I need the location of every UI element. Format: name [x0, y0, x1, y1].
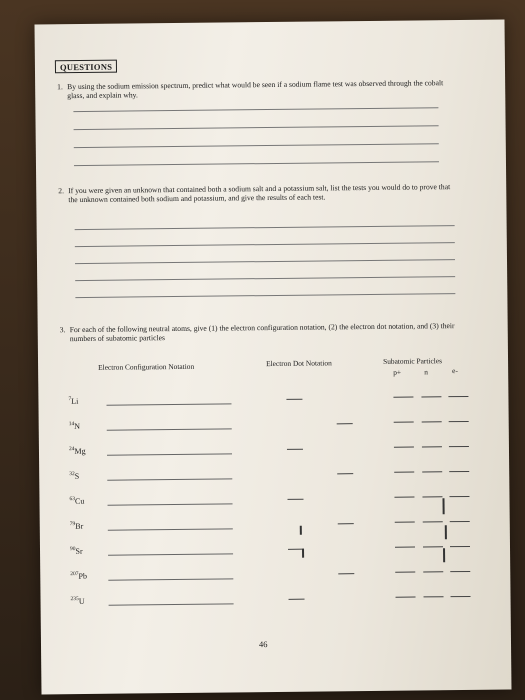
atom-symbol: Cu — [74, 496, 85, 506]
atom-symbol: S — [74, 471, 80, 481]
column-header-e: e- — [452, 366, 458, 376]
answer-line[interactable] — [75, 242, 455, 247]
neutron-blank[interactable] — [422, 446, 442, 447]
dot-notation-blank[interactable] — [289, 599, 305, 600]
neutron-blank[interactable] — [423, 571, 443, 572]
answer-line[interactable] — [73, 107, 438, 112]
atom-symbol: Li — [71, 396, 79, 406]
neutron-blank[interactable] — [422, 421, 442, 422]
atom-mass-number: 90 — [69, 546, 76, 553]
config-answer-line[interactable] — [108, 578, 233, 580]
config-answer-line[interactable] — [108, 503, 233, 505]
column-header-dot: Electron Dot Notation — [266, 358, 332, 369]
atom-symbol: Mg — [74, 446, 86, 456]
electron-blank[interactable] — [449, 446, 469, 447]
atom-label — [70, 521, 84, 531]
atom-label — [70, 596, 84, 606]
config-answer-line[interactable] — [108, 553, 233, 555]
atom-label — [69, 496, 84, 506]
proton-blank[interactable] — [395, 522, 415, 523]
electron-blank[interactable] — [450, 546, 470, 547]
config-answer-line[interactable] — [109, 603, 234, 605]
electron-blank[interactable] — [450, 571, 470, 572]
atom-mass-number: 24 — [68, 446, 75, 453]
proton-blank[interactable] — [394, 472, 414, 473]
question-2-number: 2. — [58, 186, 64, 196]
neutron-blank[interactable] — [424, 596, 444, 597]
dot-notation-blank[interactable] — [286, 399, 302, 400]
atom-mass-number: 32 — [69, 471, 75, 478]
atom-label — [69, 471, 79, 481]
question-3 — [60, 321, 460, 343]
proton-blank[interactable] — [394, 447, 414, 448]
atom-symbol: Sr — [75, 546, 83, 556]
dot-notation-blank[interactable] — [338, 573, 354, 574]
pencil-mark — [445, 525, 447, 539]
atom-symbol: U — [78, 596, 85, 606]
question-3-number: 3. — [59, 325, 66, 335]
neutron-blank[interactable] — [421, 396, 441, 397]
question-1-number: 1. — [57, 82, 63, 92]
question-3-text: For each of the following neutral atoms, give (1) the electron configuration notation, (2) the electron dot notation, and (3) their numbers of subatomic particles — [69, 321, 455, 344]
atom-label — [70, 546, 83, 556]
atom-label — [69, 421, 80, 431]
atom-symbol: Pb — [78, 571, 88, 581]
neutron-blank[interactable] — [422, 496, 442, 497]
answer-line[interactable] — [75, 259, 455, 264]
proton-blank[interactable] — [395, 572, 415, 573]
electron-blank[interactable] — [450, 521, 470, 522]
dot-notation-blank[interactable] — [287, 499, 303, 500]
proton-blank[interactable] — [394, 422, 414, 423]
electron-blank[interactable] — [449, 496, 469, 497]
atom-mass-number: 207 — [70, 571, 79, 578]
electron-blank[interactable] — [451, 596, 471, 597]
electron-blank[interactable] — [449, 471, 469, 472]
atom-label — [69, 446, 86, 456]
pencil-mark — [442, 498, 444, 514]
neutron-blank[interactable] — [423, 546, 443, 547]
electron-blank[interactable] — [449, 421, 469, 422]
atom-mass-number: 79 — [69, 521, 76, 528]
atom-label — [68, 396, 78, 406]
atom-mass-number: 7 — [68, 396, 72, 403]
atom-symbol: N — [74, 421, 81, 431]
question-2-text: If you were given an unknown that contained both a sodium salt and a potassium salt, list the tests you would do to prove that the unknown contained both sodium and potassium, and give the results of each test. — [68, 182, 451, 205]
proton-blank[interactable] — [393, 397, 413, 398]
config-answer-line[interactable] — [107, 453, 232, 455]
answer-line[interactable] — [74, 161, 439, 166]
electron-blank[interactable] — [448, 396, 468, 397]
page-number: 46 — [258, 639, 268, 650]
neutron-blank[interactable] — [423, 521, 443, 522]
pencil-mark — [443, 548, 445, 562]
column-header-n: n — [424, 367, 428, 377]
answer-line[interactable] — [75, 293, 455, 298]
answer-line[interactable] — [75, 225, 455, 230]
proton-blank[interactable] — [396, 597, 416, 598]
pencil-mark — [302, 549, 304, 558]
neutron-blank[interactable] — [422, 471, 442, 472]
pencil-mark — [300, 526, 302, 535]
question-2 — [58, 182, 458, 204]
question-1-text: By using the sodium emission spectrum, predict what would be seen if a sodium flame test was observed through the cobalt glass, and explain why. — [67, 78, 444, 101]
answer-line[interactable] — [75, 276, 455, 281]
worksheet-page — [35, 20, 512, 695]
answer-line[interactable] — [74, 125, 439, 130]
config-answer-line[interactable] — [107, 478, 232, 480]
atom-mass-number: 235 — [70, 596, 79, 603]
dot-notation-blank[interactable] — [287, 449, 303, 450]
atom-mass-number: 14 — [68, 421, 75, 428]
dot-notation-blank[interactable] — [337, 423, 353, 424]
config-answer-line[interactable] — [107, 428, 232, 430]
dot-notation-blank[interactable] — [337, 473, 353, 474]
config-answer-line[interactable] — [106, 403, 231, 405]
proton-blank[interactable] — [395, 547, 415, 548]
atom-symbol: Br — [75, 521, 84, 531]
column-header-p: p+ — [393, 367, 402, 377]
questions-header: QUESTIONS — [55, 60, 117, 74]
config-answer-line[interactable] — [108, 528, 233, 530]
atom-mass-number: 63 — [69, 496, 76, 503]
column-header-config: Electron Configuration Notation — [98, 361, 195, 372]
proton-blank[interactable] — [394, 497, 414, 498]
dot-notation-blank[interactable] — [338, 523, 354, 524]
column-header-subatomic: Subatomic Particles — [383, 356, 443, 366]
question-1 — [57, 78, 457, 100]
atom-label — [70, 571, 87, 581]
answer-line[interactable] — [74, 143, 439, 148]
